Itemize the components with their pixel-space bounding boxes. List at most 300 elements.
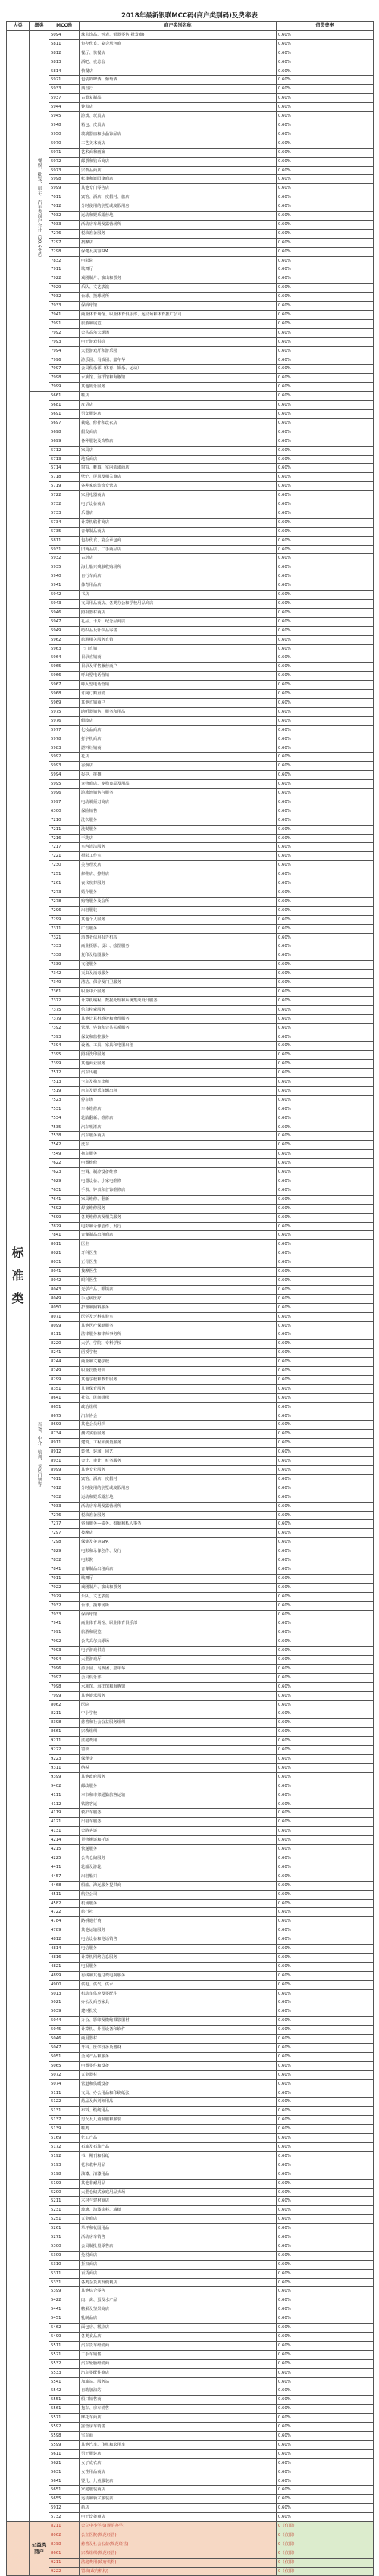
mcc-cell: 7629 (49, 1177, 80, 1186)
table-row (7, 1258, 374, 1268)
name-cell: 玻璃器皿和水晶饰品店 (80, 130, 277, 139)
name-cell: 壁炉、屏风及相关商店 (80, 473, 277, 482)
name-cell: 文具用品商店、各类办公和学校用品商店 (80, 600, 277, 609)
rate-cell: 0.60% (277, 238, 374, 247)
rate-cell: 0.60% (277, 274, 374, 284)
rate-cell: 0.60% (277, 49, 374, 58)
mcc-cell: 8398 (49, 2540, 80, 2549)
name-cell: 免税商店 (80, 2251, 277, 2260)
mcc-cell: 5946 (49, 608, 80, 617)
mcc-cell: 7641 (49, 1195, 80, 1204)
table-row (7, 1177, 374, 1186)
rate-cell: 0.60% (277, 202, 374, 212)
table-row (7, 653, 374, 663)
rate-cell: 0.60% (277, 76, 374, 85)
rate-cell: 0.60% (277, 1051, 374, 1060)
mcc-cell: 7221 (49, 852, 80, 861)
table-row (7, 1601, 374, 1610)
mcc-cell: 8734 (49, 1430, 80, 1439)
rate-cell: 0.60% (277, 337, 374, 346)
table-row (7, 1060, 374, 1069)
table-row (7, 1980, 374, 1989)
mcc-cell: 5044 (49, 2017, 80, 2026)
mcc-cell: 7033 (49, 1502, 80, 1511)
rate-cell: 0.60% (277, 446, 374, 455)
rate-cell: 0.60% (277, 1375, 374, 1384)
mcc-cell: 5948 (49, 121, 80, 130)
mcc-cell: 9311 (49, 1763, 80, 1772)
rate-cell: 0.60% (277, 2206, 374, 2215)
name-cell: 商业体育场馆、职业体育俱乐部 (80, 1619, 277, 1628)
table-row (7, 2368, 374, 2377)
table-row (7, 1303, 374, 1312)
table-row (7, 2061, 374, 2070)
table-row (7, 491, 374, 500)
table-row (7, 2414, 374, 2423)
rate-cell: 0.60% (277, 1285, 374, 1294)
name-cell: 职业技能培训 (80, 1367, 277, 1376)
table-row (7, 1069, 374, 1078)
mcc-cell: 9402 (49, 1782, 80, 1791)
rate-cell: 0.60% (277, 1466, 374, 1475)
rate-cell: 0.60% (277, 2431, 374, 2440)
table-row (7, 2278, 374, 2287)
rate-cell: 0.60% (277, 1547, 374, 1556)
rate-cell: 0.60% (277, 319, 374, 328)
mcc-cell: 5963 (49, 644, 80, 653)
name-cell: 男子服装店 (80, 2449, 277, 2458)
rate-cell: 0.60% (277, 2224, 374, 2233)
table-row (7, 1547, 374, 1556)
rate-cell: 0.60% (277, 1023, 374, 1033)
table-row (7, 2188, 374, 2197)
name-cell: 工艺美术商店 (80, 139, 277, 148)
rate-cell: 0.60% (277, 1656, 374, 1665)
rate-cell: 0.60% (277, 1303, 374, 1312)
rate-cell: 0.60% (277, 1782, 374, 1791)
name-cell: 宠物商店、宠物食品及用品 (80, 780, 277, 789)
name-cell: 地板商店 (80, 455, 277, 464)
name-cell: 五金器材 (80, 2070, 277, 2079)
rate-cell: 0.60% (277, 888, 374, 898)
rate-cell: 0.60% (277, 1060, 374, 1069)
table-row (7, 735, 374, 744)
table-row (7, 2224, 374, 2233)
name-cell: 电影院 (80, 1556, 277, 1565)
name-cell: 管道和供暖设备 (80, 2079, 277, 2089)
table-row (7, 2151, 374, 2161)
table-row (7, 2125, 374, 2134)
rate-cell: 0.60% (277, 1953, 374, 1962)
name-cell: 光学产品、眼镜店 (80, 1285, 277, 1294)
mcc-cell: 7393 (49, 1033, 80, 1042)
table-row (7, 1285, 374, 1294)
mcc-cell: 8042 (49, 1276, 80, 1285)
mcc-cell: 5261 (49, 2224, 80, 2233)
table-row (7, 1971, 374, 1980)
mcc-cell: 5065 (49, 2061, 80, 2070)
mcc-cell: 9211 (49, 1737, 80, 1746)
rate-cell: 0.60% (277, 987, 374, 996)
rate-cell: 0.60% (277, 346, 374, 356)
mcc-cell: 7932 (49, 293, 80, 302)
rate-cell: 0.60% (277, 591, 374, 600)
table-row (7, 915, 374, 924)
table-row (7, 1737, 374, 1746)
table-row (7, 1086, 374, 1095)
rate-cell: 0.60% (277, 698, 374, 707)
name-cell: 出租车服务 (80, 1818, 277, 1827)
table-row (7, 2142, 374, 2151)
name-cell: 各类食品店 (80, 2333, 277, 2342)
mcc-cell: 5561 (49, 2405, 80, 2414)
name-cell: 大学、学院、专科学校 (80, 1340, 277, 1349)
header-subcategory: 细类 (30, 22, 49, 31)
table-row (7, 1890, 374, 1899)
rate-cell: 0.60% (277, 418, 374, 428)
table-row (7, 2296, 374, 2305)
mcc-cell: 7273 (49, 888, 80, 898)
table-row (7, 1402, 374, 1412)
table-row (7, 1854, 374, 1863)
table-row (7, 509, 374, 518)
table-row (7, 293, 374, 302)
table-row (7, 1664, 374, 1673)
table-row (7, 843, 374, 852)
name-cell: 办公及商务家具 (80, 1998, 277, 2007)
rate-cell: 0.60% (277, 2188, 374, 2197)
table-row (7, 1709, 374, 1719)
rate-cell: 0.60% (277, 328, 374, 337)
rate-cell: 0（仅限） (277, 2549, 374, 2558)
name-cell: 干洗店 (80, 834, 277, 843)
name-cell: 旅游相关服务直销 (80, 635, 277, 644)
header-mcc: MCC码 (49, 22, 80, 31)
mcc-cell: 7941 (49, 1619, 80, 1628)
rate-cell: 0.60% (277, 753, 374, 762)
mcc-cell: 5733 (49, 509, 80, 518)
table-row (7, 2107, 374, 2116)
rate-cell: 0.60% (277, 1502, 374, 1511)
rate-cell: 0.60% (277, 94, 374, 103)
table-row (7, 1150, 374, 1159)
name-cell: 政治组织 (80, 1402, 277, 1412)
mcc-cell: 8049 (49, 1294, 80, 1303)
name-cell: 测试实验服务 (80, 1430, 277, 1439)
mcc-cell: 7297 (49, 238, 80, 247)
table-row (7, 2513, 374, 2522)
rate-cell: 0.60% (277, 1042, 374, 1051)
mcc-cell: 7512 (49, 1069, 80, 1078)
rate-cell: 0.60% (277, 1854, 374, 1863)
table-row (7, 572, 374, 581)
mcc-cell: 5969 (49, 698, 80, 707)
name-cell: 咨询服务—债务、婚姻和私人事务 (80, 1520, 277, 1529)
rate-cell: 0.60% (277, 2134, 374, 2143)
name-cell: 照相器材商店 (80, 608, 277, 617)
name-cell: 宗教组织 (80, 1728, 277, 1737)
rate-cell: 0.60% (277, 1141, 374, 1150)
table-row (7, 536, 374, 545)
rate-cell: 0.60% (277, 816, 374, 825)
table-row (7, 1700, 374, 1709)
rate-cell: 0.60% (277, 2440, 374, 2449)
mcc-cell: 5977 (49, 725, 80, 735)
mcc-cell: 4900 (49, 1980, 80, 1989)
name-cell: 正骨医生 (80, 1258, 277, 1268)
name-cell: 典当行 (80, 85, 277, 94)
table-row (7, 1132, 374, 1141)
rate-cell: 0.60% (277, 1268, 374, 1277)
mcc-cell: 7519 (49, 1086, 80, 1095)
rate-cell: 0.60% (277, 1168, 374, 1177)
rate-cell: 0.60% (277, 85, 374, 94)
name-cell: 丧仪殡葬服务 (80, 879, 277, 888)
table-row (7, 166, 374, 175)
mcc-cell: 7311 (49, 924, 80, 933)
table-row (7, 1647, 374, 1656)
name-cell: 公共仓储服务 (80, 1854, 277, 1863)
rate-cell: 0.60% (277, 942, 374, 951)
rate-cell: 0.60% (277, 112, 374, 121)
name-cell: 慈善及社会公益(规范经营) (80, 2540, 277, 2549)
table-row (7, 1448, 374, 1457)
table-row (7, 311, 374, 320)
name-cell: 海上船只残骸收购场所 (80, 563, 277, 572)
table-row (7, 1583, 374, 1592)
name-cell: 出租服装 (80, 906, 277, 915)
name-cell: 按摩医生 (80, 1268, 277, 1277)
category-label: 标准类 (11, 1246, 24, 1306)
category-cell-standard (7, 30, 30, 2521)
table-row (7, 1474, 374, 1484)
rate-cell: 0.60% (277, 789, 374, 798)
rate-cell: 0.60% (277, 2449, 374, 2458)
rate-cell: 0.60% (277, 2026, 374, 2035)
mcc-cell: 8062 (49, 2531, 80, 2540)
table-row (7, 1367, 374, 1376)
table-row (7, 2287, 374, 2296)
rate-cell: 0.60% (277, 1917, 374, 1926)
table-row (7, 482, 374, 491)
table-row (7, 2251, 374, 2260)
table-row (7, 121, 374, 130)
mcc-cell: 5661 (49, 392, 80, 401)
rate-cell: 0.60% (277, 428, 374, 437)
name-cell: 其他政府服务 (80, 1772, 277, 1782)
table-row (7, 798, 374, 807)
name-cell: 文具、办公用品和印刷纸张 (80, 2089, 277, 2098)
rate-cell: 0.60% (277, 996, 374, 1005)
name-cell: 药品及药剂师用品 (80, 2098, 277, 2107)
mcc-cell: 5734 (49, 518, 80, 527)
table-row (7, 1782, 374, 1791)
name-cell: 书、期刊和报纸 (80, 2151, 277, 2161)
table-row (7, 951, 374, 961)
mcc-cell: 5172 (49, 2142, 80, 2151)
rate-cell: 0.60% (277, 1592, 374, 1601)
rate-cell: 0.60% (277, 825, 374, 834)
rate-cell: 0.60% (277, 1728, 374, 1737)
mcc-cell: 5199 (49, 2179, 80, 2188)
name-cell: 化妆品商店 (80, 725, 277, 735)
rate-cell: 0.60% (277, 1240, 374, 1249)
rate-cell: 0.60% (277, 383, 374, 392)
rate-cell: 0.60% (277, 951, 374, 961)
table-row (7, 1222, 374, 1231)
table-row (7, 635, 374, 644)
name-cell: 清洁、保养及门卫服务 (80, 979, 277, 988)
name-cell: 餐厅、快餐店 (80, 49, 277, 58)
mcc-cell: 5967 (49, 681, 80, 690)
table-row (7, 2044, 374, 2053)
name-cell: 机场服务 (80, 1899, 277, 1908)
table-row (7, 401, 374, 410)
name-cell: 保健及美容SPA (80, 247, 277, 256)
rate-cell: 0.60% (277, 2142, 374, 2151)
name-cell: 家用电器商店 (80, 491, 277, 500)
mcc-cell: 5631 (49, 2468, 80, 2477)
table-row (7, 1384, 374, 1393)
name-cell: 台球、撞球场所 (80, 293, 277, 302)
rate-cell: 0.60% (277, 2305, 374, 2314)
table-row (7, 49, 374, 58)
mcc-cell: 5592 (49, 2423, 80, 2432)
mcc-cell: 7361 (49, 987, 80, 996)
mcc-cell: 8211 (49, 2522, 80, 2531)
mcc-cell: 7996 (49, 356, 80, 365)
rate-cell: 0.60% (277, 834, 374, 843)
table-row (7, 1511, 374, 1520)
name-cell: 其他医疗保健服务 (80, 1321, 277, 1330)
mcc-cell: 5993 (49, 762, 80, 771)
mcc-cell: 8050 (49, 1303, 80, 1312)
table-row (7, 716, 374, 725)
name-cell: 焊接维修服务 (80, 1204, 277, 1213)
name-cell: 音像制品商店 (80, 527, 277, 536)
mcc-cell: 5699 (49, 437, 80, 446)
rate-cell: 0.60% (277, 1249, 374, 1258)
mcc-cell: 8041 (49, 1268, 80, 1277)
rate-cell: 0.60% (277, 1258, 374, 1268)
table-row (7, 2170, 374, 2179)
name-cell: 机动车供应及零配件 (80, 1989, 277, 1998)
rate-cell: 0.60% (277, 1881, 374, 1890)
table-row (7, 852, 374, 861)
name-cell: 旅游和展览 (80, 319, 277, 328)
name-cell: 游乐园、马戏团、嘉年华 (80, 1664, 277, 1673)
table-row (7, 1457, 374, 1466)
name-cell: 公共高尔夫球场 (80, 1637, 277, 1647)
rate-cell: 0.60% (277, 437, 374, 446)
name-cell: 公共高尔夫球场 (80, 328, 277, 337)
name-cell: 税款准备服务 (80, 229, 277, 238)
rate-cell: 0.60% (277, 2035, 374, 2044)
mcc-cell: 7993 (49, 337, 80, 346)
mcc-cell: 8299 (49, 1375, 80, 1384)
rate-cell: 0.60% (277, 1276, 374, 1285)
mcc-cell: 8249 (49, 1367, 80, 1376)
table-row (7, 861, 374, 870)
mcc-cell: 5074 (49, 2079, 80, 2089)
mcc-cell: 7012 (49, 1484, 80, 1493)
mcc-cell: 5169 (49, 2134, 80, 2143)
rate-cell: 0.60% (277, 600, 374, 609)
mcc-cell: 5698 (49, 428, 80, 437)
rate-cell: 0.60% (277, 1818, 374, 1827)
name-cell: 雪车商 (80, 2431, 277, 2440)
name-cell: 其他非耐用品 (80, 2179, 277, 2188)
rate-cell: 0.60% (277, 1772, 374, 1782)
table-row (7, 409, 374, 418)
table-row (7, 2449, 374, 2458)
name-cell: 钟表店 (80, 103, 277, 112)
rate-cell: 0.60% (277, 933, 374, 942)
name-cell: 乐队、文艺表演 (80, 1592, 277, 1601)
mcc-cell: 7379 (49, 1014, 80, 1023)
table-row (7, 67, 374, 76)
name-cell: 眼科医生 (80, 1276, 277, 1285)
rate-cell: 0.60% (277, 1935, 374, 1945)
header-rate: 借贷费率 (277, 22, 374, 31)
name-cell: 大型仓储式家庭用品卖场 (80, 2188, 277, 2197)
name-cell: 面包房、糕点店 (80, 2324, 277, 2333)
mcc-cell: 7535 (49, 1123, 80, 1132)
table-row (7, 328, 374, 337)
table-row (7, 1375, 374, 1384)
rate-cell: 0.60% (277, 2296, 374, 2305)
table-row (7, 1818, 374, 1827)
rate-cell: 0.60% (277, 166, 374, 175)
table-row (7, 554, 374, 563)
table-row (7, 1656, 374, 1665)
table-row (7, 2215, 374, 2224)
mcc-cell: 8062 (49, 1700, 80, 1709)
name-cell: 宗教品商店 (80, 166, 277, 175)
mcc-cell: 5532 (49, 2359, 80, 2368)
table-row (7, 374, 374, 383)
rate-cell: 0.60% (277, 572, 374, 581)
rate-cell: 0.60% (277, 1078, 374, 1087)
table-row (7, 76, 374, 85)
mcc-cell: 5331 (49, 2278, 80, 2287)
rate-cell: 0.60% (277, 455, 374, 464)
table-row (7, 879, 374, 888)
mcc-cell: 5933 (49, 85, 80, 94)
table-row (7, 672, 374, 681)
table-row (7, 2333, 374, 2342)
name-cell: 保健及美容SPA (80, 1538, 277, 1547)
name-cell: 汽车协会 (80, 1412, 277, 1421)
table-row (7, 816, 374, 825)
name-cell: 商业体育场馆、职业体育俱乐部、运动场和体育推广公司 (80, 311, 277, 320)
rate-cell: 0.60% (277, 2333, 374, 2342)
name-cell: 商用器材 (80, 2035, 277, 2044)
mcc-cell: 4899 (49, 1971, 80, 1980)
table-row-public (7, 2540, 374, 2549)
table-row (7, 870, 374, 879)
mcc-cell: 5122 (49, 2098, 80, 2107)
rate-cell: 0.60% (277, 1439, 374, 1448)
name-cell: 电器零件和设备 (80, 2061, 277, 2070)
mcc-cell: 7941 (49, 311, 80, 320)
mcc-cell: 5681 (49, 401, 80, 410)
rate-cell: 0（仅限） (277, 2540, 374, 2549)
mcc-cell: 5111 (49, 2089, 80, 2098)
name-cell: 供电、供气、供水 (80, 1980, 277, 1989)
rate-cell: 0.60% (277, 653, 374, 663)
rate-cell: 0.60% (277, 1033, 374, 1042)
